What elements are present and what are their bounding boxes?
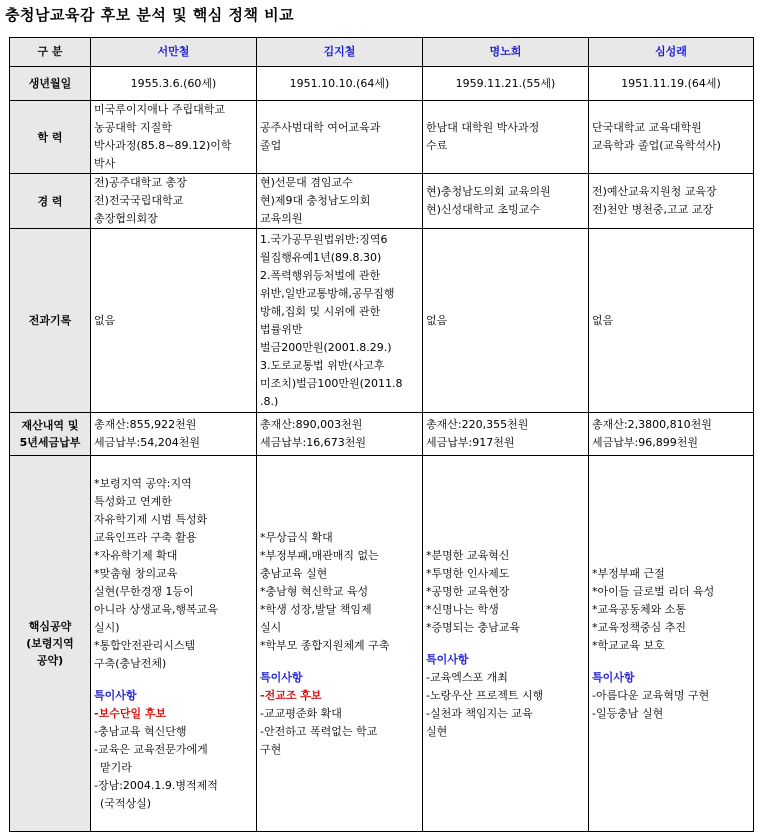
text-line: 재산내역 및 [21, 419, 79, 432]
text-line: 아니라 상생교육,행복교육 [94, 602, 218, 616]
text-line: 총재산:220,355천원 [426, 418, 529, 431]
assets-cell [423, 413, 589, 456]
education-cell [257, 101, 423, 174]
text-line: 단국대학교 교육대학원 [592, 121, 702, 134]
text-line: *아이들 글로벌 리더 육성 [592, 584, 715, 598]
text-line: 교육인프라 구축 활용 [94, 530, 197, 544]
pledges-cell [257, 456, 423, 832]
text-line: *통합안전관리시스템 [94, 638, 196, 652]
text-line: 벌금200만원(2001.8.29.) [260, 340, 392, 354]
text-line: 없음 [94, 313, 116, 327]
text-line: *부정부패 근절 [592, 566, 665, 580]
text-line: 없음 [592, 313, 614, 327]
text-line: *학부모 종합지원체계 구축 [260, 638, 390, 652]
text-line: 전)전국국립대학교 [94, 194, 184, 207]
text-line: 방해,집회 및 시위에 관한 [260, 304, 381, 318]
candidate-1-name: 서만철 [91, 38, 257, 67]
text-line: 박사 [94, 157, 116, 170]
text-line: 공주사범대학 여어교육과 [260, 121, 381, 134]
comparison-table [9, 37, 754, 832]
text-line: 전)예산교육지원청 교육장 [592, 185, 717, 198]
text-line: -충남교육 혁신단행 [94, 724, 187, 738]
text-line: 자유학기제 시범 특성화 [94, 512, 208, 526]
record-cell [91, 229, 257, 413]
text-line: 실시 [260, 620, 282, 634]
text-line: 없음 [426, 313, 448, 327]
text-line: 현)신성대학교 초빙교수 [426, 203, 541, 216]
text-line: -실천과 책임지는 교육 [426, 706, 533, 720]
career-cell [589, 174, 754, 229]
text-line: 3.도로교통법 위반(사고후 [260, 358, 385, 372]
text-line: 2.폭력행위등처벌에 관한 [260, 268, 381, 282]
pledges-cell [589, 456, 754, 832]
text-line: *보령지역 공약:지역 [94, 476, 192, 490]
text-line: *신명나는 학생 [426, 602, 499, 616]
text-line: -교교평준화 확대 [260, 706, 342, 720]
text-line: -노랑우산 프로젝트 시행 [426, 688, 544, 702]
text-line: 위반,일반교통방해,공무집행 [260, 286, 395, 300]
assets-row [10, 413, 754, 456]
text-line: 수료 [426, 139, 448, 152]
text-line: 졸업 [260, 139, 282, 152]
text-line: -교육엑스포 개최 [426, 670, 508, 684]
text-line: 총재산:2,3800,810천원 [592, 418, 712, 431]
pledges-label [10, 456, 91, 832]
text-line: 충남교육 실현 [260, 566, 328, 580]
text-line: 실시) [94, 620, 120, 634]
assets-label [10, 413, 91, 456]
education-label: 학 력 [10, 101, 91, 174]
record-row [10, 229, 754, 413]
career-cell [423, 174, 589, 229]
education-cell [91, 101, 257, 174]
text-line: 구현 [260, 742, 282, 756]
education-cell [423, 101, 589, 174]
text-line: *분명한 교육혁신 [426, 548, 510, 562]
text-line: 총재산:890,003천원 [260, 418, 363, 431]
birth-cell: 1951.10.10.(64세) [257, 67, 423, 101]
candidate-3-name: 명노희 [423, 38, 589, 67]
birth-cell: 1959.11.21.(55세) [423, 67, 589, 101]
text-line: 현)제9대 충청남도의회 [260, 194, 371, 207]
record-cell [423, 229, 589, 413]
text-line: 구축(충남전체) [94, 656, 167, 670]
special-notes-heading: 특이사항 [426, 652, 469, 666]
text-line: 농공대학 지질학 [94, 121, 172, 134]
text-line: 교육의원 [260, 212, 303, 225]
education-row [10, 101, 754, 174]
text-line: (보령지역 [26, 637, 74, 650]
text-line: *투명한 인사제도 [426, 566, 510, 580]
text-line: -교육은 교육전문가에게 [94, 742, 208, 756]
text-line: 세금납부:96,899천원 [592, 436, 698, 449]
text-line: 교육학과 졸업(교육학석사) [592, 139, 721, 152]
text-line: 공약) [36, 654, 64, 667]
career-label: 경 력 [10, 174, 91, 229]
text-line: 전)공주대학교 총장 [94, 176, 187, 189]
text-line: 법률위반 [260, 322, 303, 336]
text-line: -장남:2004.1.9.병적제적 [94, 778, 218, 792]
text-line: 세금납부:917천원 [426, 436, 515, 449]
candidate-tag: -전교조 후보 [260, 688, 322, 702]
text-line: 현)선문대 겸임교수 [260, 176, 353, 189]
header-row [10, 38, 754, 67]
career-row [10, 174, 754, 229]
special-notes-heading: 특이사항 [94, 688, 137, 702]
record-cell [257, 229, 423, 413]
text-line: (국적상실) [100, 796, 152, 810]
text-line: -아름다운 교육혁명 구현 [592, 688, 710, 702]
pledges-cell [423, 456, 589, 832]
text-line: *맞춤형 창의교육 [94, 566, 178, 580]
birth-cell: 1955.3.6.(60세) [91, 67, 257, 101]
text-line: 실현(무한경쟁 1등이 [94, 584, 194, 598]
text-line: 특성화고 연계한 [94, 494, 172, 508]
text-line: 미조치)벌금100만원(2011.8 [260, 376, 403, 390]
text-line: .8.) [260, 394, 279, 408]
text-line: 세금납부:54,204천원 [94, 436, 200, 449]
text-line: 총재산:855,922천원 [94, 418, 197, 431]
text-line: *학교교육 보호 [592, 638, 665, 652]
text-line: *교육공동체와 소통 [592, 602, 687, 616]
text-line: *충남형 혁신학교 육성 [260, 584, 369, 598]
text-line: 한남대 대학원 박사과정 [426, 121, 540, 134]
candidate-tag: -보수단일 후보 [94, 706, 167, 720]
special-notes-heading: 특이사항 [592, 670, 635, 684]
record-label: 전과기록 [10, 229, 91, 413]
text-line: 핵심공약 [28, 620, 72, 633]
text-line: *부정부패,매관매직 없는 [260, 548, 379, 562]
text-line: 박사과정(85.8~89.12)이학 [94, 139, 232, 152]
text-line: 맡기라 [100, 760, 132, 774]
record-cell [589, 229, 754, 413]
birth-cell: 1951.11.19.(64세) [589, 67, 754, 101]
assets-cell [257, 413, 423, 456]
candidate-4-name: 심성래 [589, 38, 754, 67]
text-line: 미국루이지애나 주립대학교 [94, 103, 226, 116]
header-label: 구 분 [10, 38, 91, 67]
text-line: 총장협의회장 [94, 212, 158, 225]
assets-cell [589, 413, 754, 456]
text-line: *공명한 교육현장 [426, 584, 510, 598]
pledges-cell [91, 456, 257, 832]
candidate-2-name: 김지철 [257, 38, 423, 67]
education-cell [589, 101, 754, 174]
text-line: -일등충남 실현 [592, 706, 664, 720]
text-line: *교육정책중심 추진 [592, 620, 687, 634]
text-line: *증명되는 충남교육 [426, 620, 521, 634]
special-notes-heading: 특이사항 [260, 670, 303, 684]
text-line: 1.국가공무원법위반:징역6 [260, 232, 388, 246]
text-line: *자유학기제 확대 [94, 548, 178, 562]
text-line: -안전하고 폭력없는 학교 [260, 724, 378, 738]
career-cell [91, 174, 257, 229]
text-line: 전)천안 병천중,고교 교장 [592, 203, 714, 216]
text-line: 월집행유예1년(89.8.30) [260, 250, 382, 264]
text-line: 세금납부:16,673천원 [260, 436, 366, 449]
birth-label: 생년월일 [10, 67, 91, 101]
career-cell [257, 174, 423, 229]
text-line: *무상급식 확대 [260, 530, 333, 544]
birth-row [10, 67, 754, 101]
page-title: 충청남교육감 후보 분석 및 핵심 정책 비교 [5, 6, 295, 24]
pledges-row [10, 456, 754, 832]
text-line: 5년세금납부 [19, 436, 81, 449]
text-line: *학생 성장,발달 책임제 [260, 602, 372, 616]
assets-cell [91, 413, 257, 456]
text-line: 실현 [426, 724, 448, 738]
text-line: 현)충청남도의회 교육의원 [426, 185, 551, 198]
